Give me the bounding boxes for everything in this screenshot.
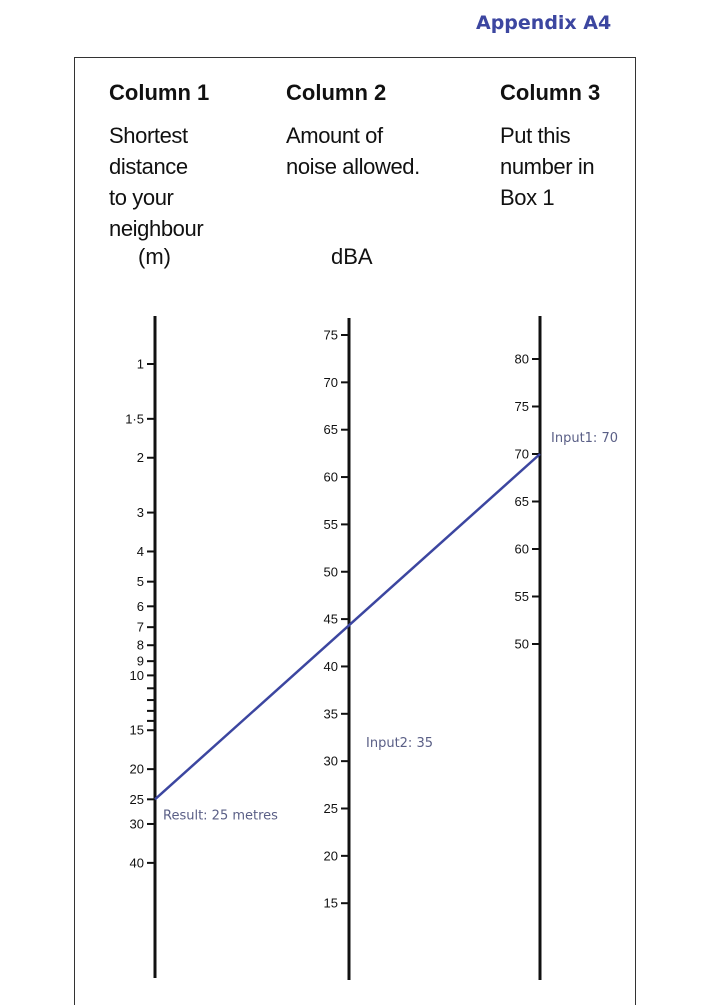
column-1-desc-line: to your [109,185,174,210]
input2-annotation: Input2: 35 [366,735,433,751]
tick-label: 8 [136,637,144,653]
tick-label: 3 [136,505,144,521]
tick-label: 75 [514,399,529,414]
tick-label: 7 [136,619,144,635]
column-1-title: Column 1 [109,80,210,105]
tick-label: 15 [323,895,338,911]
tick-label: 60 [514,541,529,557]
tick-label: 55 [514,589,529,604]
tick-label: 65 [323,422,338,438]
tick-label: 30 [323,753,338,769]
column-1-desc-line: Shortest [109,123,188,148]
column-3-title: Column 3 [500,80,601,105]
appendix-label: Appendix A4 [476,12,612,34]
tick-label: 50 [323,564,338,580]
tick-label: 2 [136,450,144,466]
column-1-unit: (m) [138,244,171,269]
tick-label: 20 [129,761,144,777]
column-3-desc-line: Put this [500,123,571,148]
tick-label: 45 [323,611,338,627]
tick-label: 4 [136,543,144,559]
tick-label: 55 [323,516,338,532]
tick-label: 40 [323,658,338,674]
tick-label: 10 [129,667,144,683]
tick-label: 80 [514,351,529,367]
tick-label: 75 [323,327,338,343]
tick-label: 25 [129,791,144,807]
tick-label: 60 [323,469,338,485]
tick-label: 5 [136,574,144,590]
column-1-desc-line: distance [109,154,188,179]
tick-label: 35 [323,706,338,722]
column-2-title: Column 2 [286,80,387,105]
tick-label: 30 [129,816,144,832]
column-2-unit: dBA [331,244,373,269]
tick-label: 40 [129,855,144,871]
result-annotation: Result: 25 metres [163,808,278,824]
column-3-desc-line: Box 1 [500,185,555,210]
tick-label: 1·5 [125,411,144,427]
tick-label: 25 [323,801,338,816]
tick-label: 65 [514,494,529,509]
tick-label: 1 [136,356,144,372]
tick-label: 70 [323,374,338,390]
tick-label: 20 [323,848,338,864]
tick-label: 6 [136,598,144,614]
tick-label: 15 [129,722,144,738]
tick-label: 50 [514,636,529,652]
column-2-desc-line: noise allowed. [286,154,420,179]
column-1-desc-line: neighbour [109,216,204,241]
column-3-desc-line: number in [500,154,595,179]
tick-label: 70 [514,446,529,462]
input1-annotation: Input1: 70 [551,431,618,446]
tick-label: 9 [136,653,144,669]
column-2-desc-line: Amount of [286,123,383,148]
